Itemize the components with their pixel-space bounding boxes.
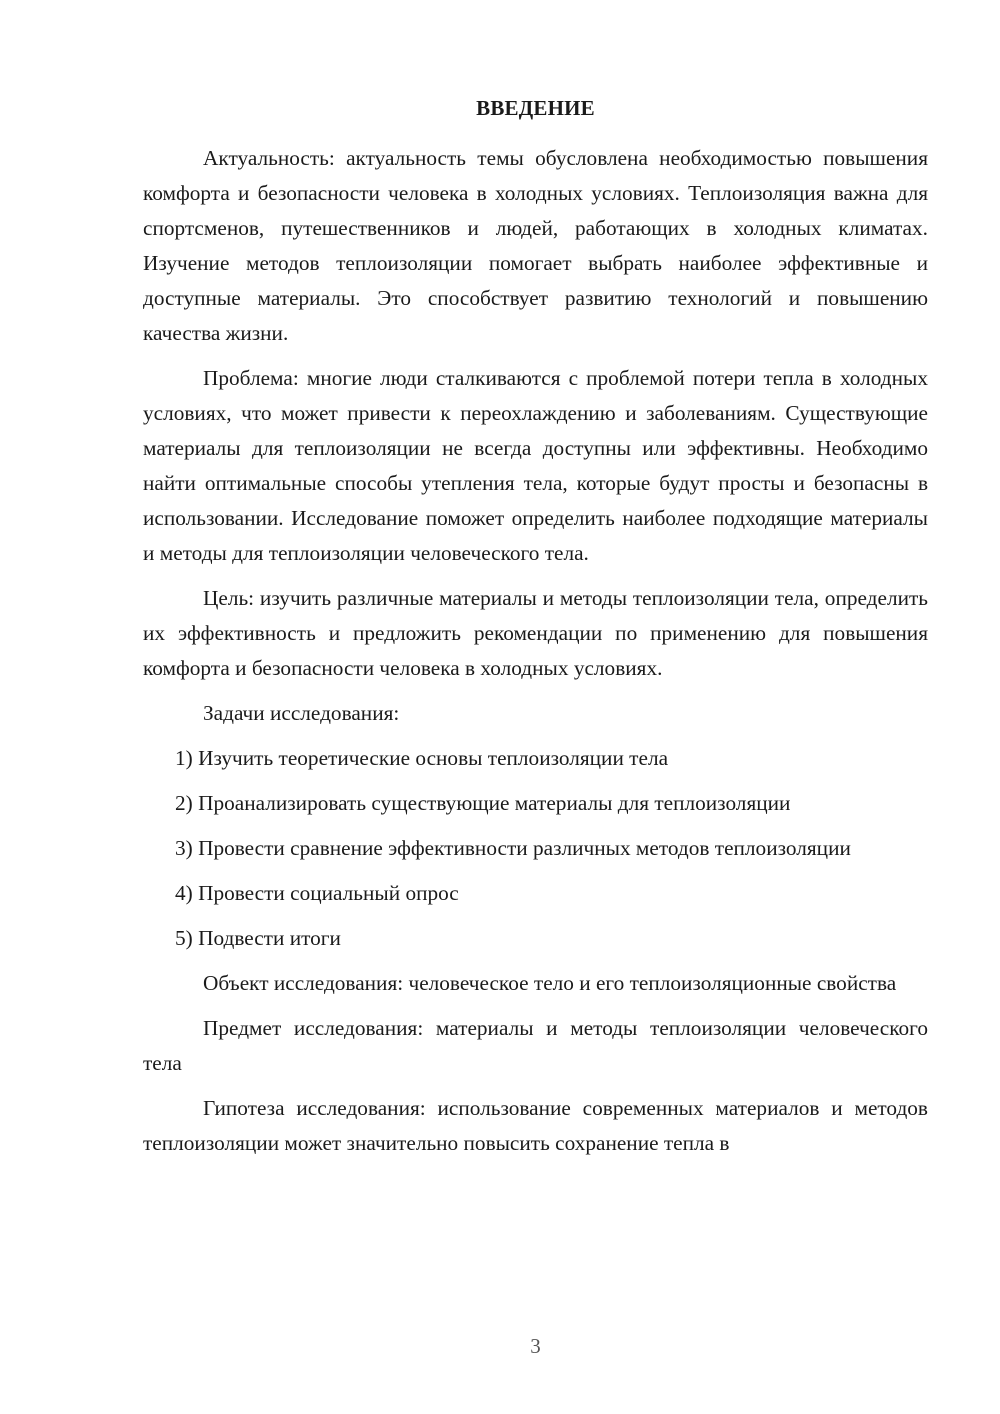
section-heading: ВВЕДЕНИЕ — [476, 96, 595, 120]
task-item: 3) Провести сравнение эффективности различных методов теплоизоляции — [175, 836, 851, 860]
task-item: 1) Изучить теоретические основы теплоизоляции тела — [175, 746, 669, 770]
task-item: 5) Подвести итоги — [175, 926, 341, 950]
hypothesis-paragraph: Гипотеза исследования: использование современных материалов и методов теплоизоляции может значительно повысить сохранение тепла в — [143, 1096, 928, 1155]
document-page — [143, 0, 928, 1414]
page-number: 3 — [530, 1334, 541, 1358]
task-item: 4) Провести социальный опрос — [175, 881, 459, 905]
relevance-paragraph: Актуальность: актуальность темы обусловлена необходимостью повышения комфорта и безопасности человека в холодных условиях. Теплоизоляция важна для спортсменов, путешественников и людей, работающих в холодных климатах. Изучение методов теплоизоляции помогает выбрать наиболее эффективные и доступные материалы. Это способствует развитию технологий и повышению качества жизни. — [143, 146, 928, 345]
goal-paragraph: Цель: изучить различные материалы и методы теплоизоляции тела, определить их эффективность и предложить рекомендации по применению для повышения комфорта и безопасности человека в холодных условиях. — [143, 586, 928, 680]
object-paragraph: Объект исследования: человеческое тело и его теплоизоляционные свойства — [203, 971, 897, 995]
subject-paragraph: Предмет исследования: материалы и методы теплоизоляции человеческого тела — [143, 1016, 928, 1075]
task-item: 2) Проанализировать существующие материалы для теплоизоляции — [175, 791, 791, 815]
body-text — [143, 141, 928, 1171]
problem-paragraph: Проблема: многие люди сталкиваются с проблемой потери тепла в холодных условиях, что может привести к переохлаждению и заболеваниям. Существующие материалы для теплоизоляции не всегда доступны или эффективны. Необходимо найти оптимальные способы утепления тела, которые будут просты и безопасны в использовании. Исследование поможет определить наиболее подходящие материалы и методы для теплоизоляции человеческого тела. — [143, 366, 928, 565]
tasks-heading: Задачи исследования: — [203, 701, 400, 725]
